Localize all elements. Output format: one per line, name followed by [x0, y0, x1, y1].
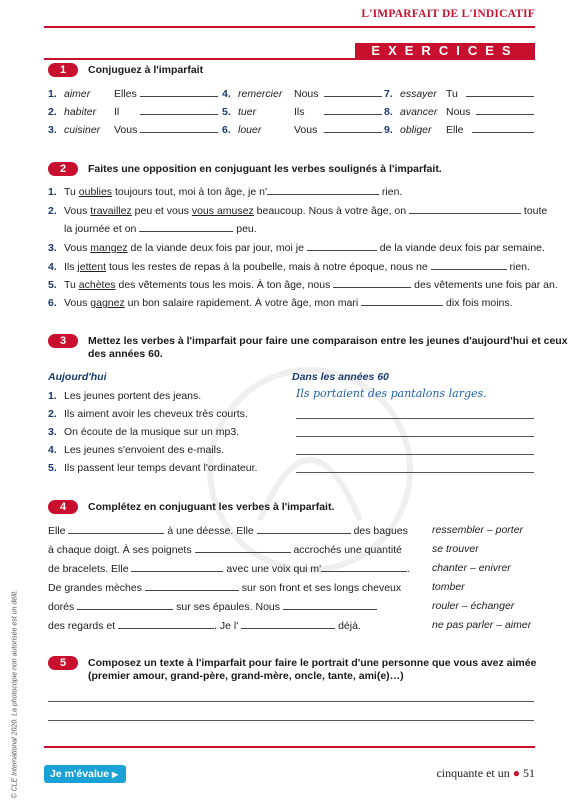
example-answer: Ils portaient des pantalons larges. — [296, 387, 487, 400]
ex4-line-5: dorés sur ses épaules. Nous — [48, 600, 377, 613]
page-number: cinquante et un ● 51 — [436, 766, 535, 780]
ex1-item-6: 6. louer Vous — [222, 123, 382, 136]
answer-line[interactable] — [296, 436, 534, 437]
answer-blank[interactable] — [131, 562, 223, 572]
play-arrow-icon: ▶ — [112, 770, 119, 779]
verb-hint-2: se trouver — [432, 543, 479, 555]
answer-blank[interactable] — [476, 105, 534, 115]
exercise-1-title: Conjuguez à l'imparfait — [88, 64, 204, 76]
answer-blank[interactable] — [466, 87, 534, 97]
column-head-today: Aujourd'hui — [48, 371, 107, 383]
ex1-item-4: 4. remercier Nous — [222, 87, 382, 100]
section-title: L'IMPARFAIT DE L'INDICATIF — [361, 8, 535, 20]
bullet-dot-icon: ● — [512, 766, 520, 780]
writing-line[interactable] — [48, 720, 534, 721]
answer-blank[interactable] — [140, 105, 218, 115]
ex1-item-3: 3. cuisiner Vous — [48, 123, 218, 136]
answer-blank[interactable] — [140, 123, 218, 133]
ex2-sentence-4: 4. Ils jettent tous les restes de repas à la poubelle, mais à notre époque, nous ne rien. — [48, 261, 530, 273]
answer-blank[interactable] — [145, 581, 239, 591]
ex3-item-1: 1. Les jeunes portent des jeans. — [48, 390, 202, 402]
answer-blank[interactable] — [118, 619, 214, 629]
verb-hint-1: ressembler – porter — [432, 524, 524, 536]
answer-blank[interactable] — [324, 105, 382, 115]
ex4-line-3: de bracelets. Elle avec une voix qui m' . — [48, 563, 411, 575]
answer-blank[interactable] — [321, 562, 407, 572]
exercise-2-badge: 2 — [48, 162, 78, 176]
writing-line[interactable] — [48, 701, 534, 702]
ex3-item-3: 3. On écoute de la musique sur un mp3. — [48, 426, 240, 438]
answer-line[interactable] — [296, 472, 534, 473]
ex2-sentence-2-cont: la journée et on peu. — [64, 223, 257, 235]
exercise-5-badge: 5 — [48, 656, 78, 670]
ex3-item-4: 4. Les jeunes s'envoient des e-mails. — [48, 444, 225, 456]
verb-hint-3: chanter – enivrer — [432, 562, 511, 574]
answer-blank[interactable] — [68, 524, 164, 534]
exercise-5-title-line2: (premier amour, grand-père, grand-mère, oncle, tante, ami(e)…) — [88, 670, 404, 682]
answer-blank[interactable] — [409, 204, 521, 214]
header-rule — [44, 26, 535, 28]
ex2-sentence-1: 1. Tu oublies toujours tout, moi à ton âge, je n' rien. — [48, 186, 403, 198]
answer-blank[interactable] — [324, 123, 382, 133]
answer-blank[interactable] — [307, 241, 377, 251]
ex2-sentence-6: 6. Vous gagnez un bon salaire rapidement. À votre âge, mon mari dix fois moins. — [48, 297, 513, 309]
answer-blank[interactable] — [324, 87, 382, 97]
verb-hint-6: ne pas parler – aimer — [432, 619, 532, 631]
ex1-item-9: 9. obliger Elle — [384, 123, 534, 136]
verb-hint-5: rouler – échanger — [432, 600, 515, 612]
answer-blank[interactable] — [472, 123, 534, 133]
copyright-notice: © CLE International 2020. La photocopie non autorisée est un délit. — [11, 589, 19, 799]
exercise-3-badge: 3 — [48, 334, 78, 348]
answer-blank[interactable] — [195, 543, 291, 553]
verb-hint-4: tomber — [432, 581, 465, 593]
answer-line[interactable] — [296, 454, 534, 455]
answer-blank[interactable] — [241, 619, 335, 629]
exercise-2-title: Faites une opposition en conjuguant les verbes soulignés à l'imparfait. — [88, 163, 442, 175]
answer-blank[interactable] — [431, 260, 507, 270]
ex3-item-2: 2. Ils aiment avoir les cheveux très courts. — [48, 408, 248, 420]
self-evaluate-label: Je m'évalue — [50, 768, 110, 780]
answer-blank[interactable] — [257, 524, 351, 534]
ex4-line-4: De grandes mèches sur son front et ses longs cheveux — [48, 582, 402, 594]
exercise-4-title: Complétez en conjuguant les verbes à l'imparfait. — [88, 501, 335, 513]
ex2-sentence-3: 3. Vous mangez de la viande deux fois par jour, moi je de la viande deux fois par semaine. — [48, 242, 545, 254]
answer-blank[interactable] — [140, 87, 218, 97]
exercise-3-title-line2: des années 60. — [88, 348, 163, 360]
answer-blank[interactable] — [283, 600, 377, 610]
ex1-item-7: 7. essayer Tu — [384, 87, 534, 100]
footer-rule — [44, 746, 535, 748]
answer-blank[interactable] — [361, 296, 443, 306]
answer-line[interactable] — [296, 418, 534, 419]
ex4-line-2: à chaque doigt. À ses poignets accrochés une quantité — [48, 544, 403, 556]
answer-blank[interactable] — [333, 278, 411, 288]
ex1-item-8: 8. avancer Nous — [384, 105, 534, 118]
ex3-item-5: 5. Ils passent leur temps devant l'ordinateur. — [48, 462, 258, 474]
exercise-1-badge: 1 — [48, 63, 78, 77]
ex1-item-1: 1. aimer Elles — [48, 87, 218, 100]
exercices-band: EXERCICES — [355, 43, 535, 59]
self-evaluate-button[interactable] — [44, 765, 126, 783]
answer-blank[interactable] — [267, 185, 379, 195]
answer-blank[interactable] — [139, 222, 233, 232]
exercise-3-title-line1: Mettez les verbes à l'imparfait pour faire une comparaison entre les jeunes d'aujourd'hui et ceux — [88, 335, 568, 347]
column-head-sixties: Dans les années 60 — [292, 371, 389, 383]
exercise-4-badge: 4 — [48, 500, 78, 514]
band-rule — [44, 58, 535, 60]
ex1-item-5: 5. tuer Ils — [222, 105, 382, 118]
exercise-5-title-line1: Composez un texte à l'imparfait pour faire le portrait d'une personne que vous avez aimée — [88, 657, 537, 669]
ex4-line-1: Elle à une déesse. Elle des bagues — [48, 525, 408, 537]
ex2-sentence-5: 5. Tu achètes des vêtements tous les mois. À ton âge, nous des vêtements une fois par an. — [48, 279, 558, 291]
ex2-sentence-2: 2. Vous travaillez peu et vous vous amusez beaucoup. Nous à votre âge, on toute — [48, 205, 548, 217]
answer-blank[interactable] — [77, 600, 173, 610]
ex4-line-6: des regards et . Je l' déjà. — [48, 620, 361, 632]
ex1-item-2: 2. habiter Il — [48, 105, 218, 118]
